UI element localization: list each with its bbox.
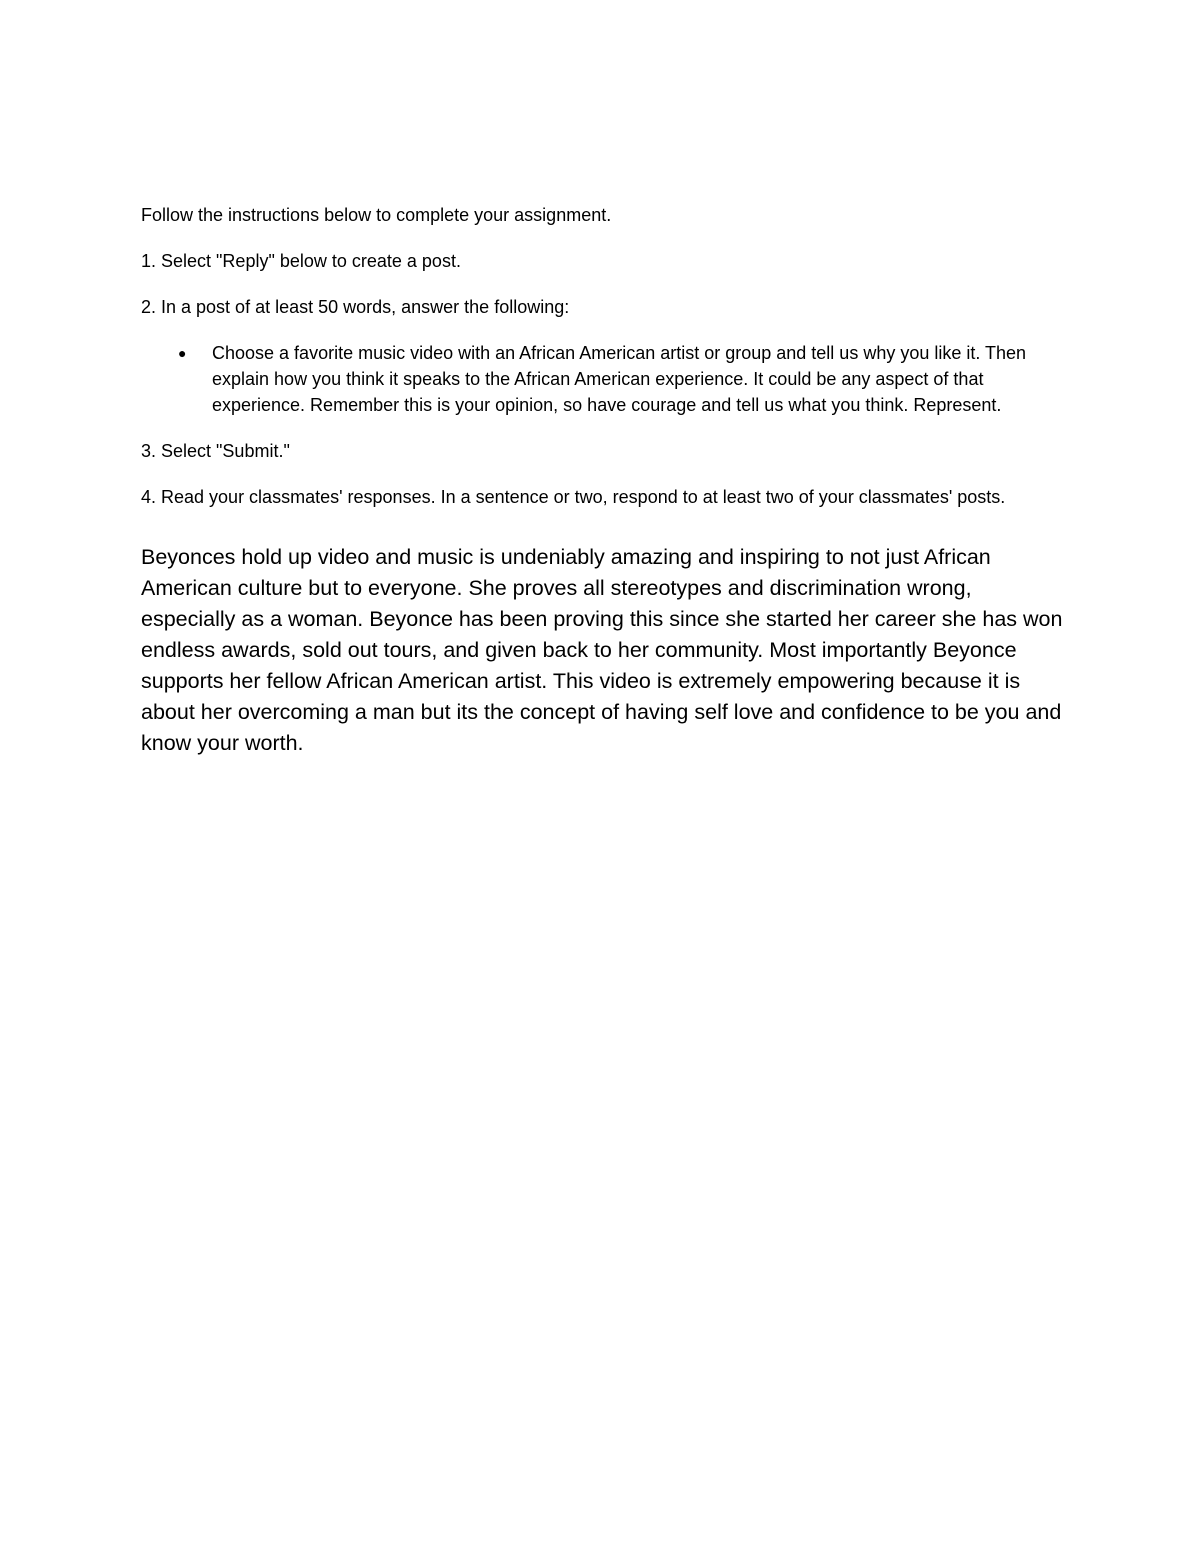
student-response: Beyonces hold up video and music is undeniably amazing and inspiring to not just African American culture but to everyone. She proves all stereotypes and discrimination wrong, especially as a woman. Beyonce has been proving this since she started her career she has won endless awards, sold out tours, and given back to her community. Most importantly Beyonce supports her fellow African American artist. This video is extremely empowering because it is about her overcoming a man but its the concept of having self love and confidence to be you and know your worth. <box>141 545 1063 755</box>
instruction-bullet-item <box>178 340 1062 418</box>
instruction-step-4: 4. Read your classmates' responses. In a sentence or two, respond to at least two of your classmates' posts. <box>141 487 1006 507</box>
instruction-step-3: 3. Select "Submit." <box>141 441 290 461</box>
instruction-step-2: 2. In a post of at least 50 words, answer the following: <box>141 297 570 317</box>
instructions-intro: Follow the instructions below to complete your assignment. <box>141 205 612 225</box>
instruction-bullet-text: Choose a favorite music video with an African American artist or group and tell us why you like it. Then explain how you think it speaks to the African American experience. It could be any aspect of that experience. Remember this is your opinion, so have courage and tell us what you think. Represent. <box>212 343 1027 415</box>
instruction-step-1: 1. Select "Reply" below to create a post. <box>141 251 461 271</box>
document-content <box>141 202 1061 759</box>
instruction-bullet-list <box>141 340 1061 418</box>
bullet-icon: ● <box>178 345 187 361</box>
